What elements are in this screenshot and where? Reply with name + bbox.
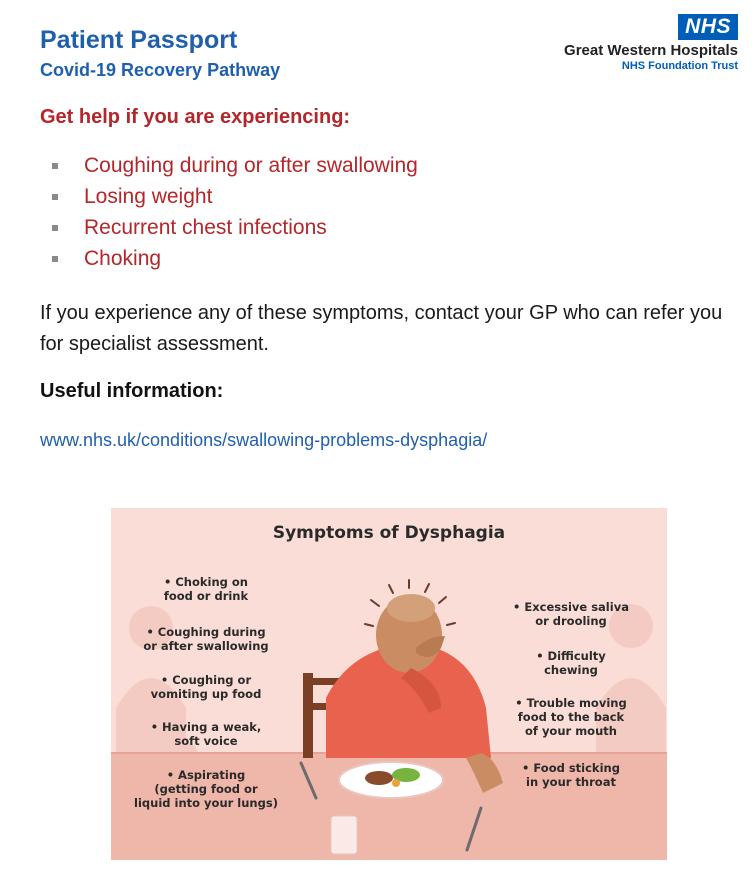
right-label: • Trouble moving food to the back of your mouth xyxy=(515,696,627,738)
dysphagia-infographic xyxy=(111,508,667,860)
right-label: • Food sticking in your throat xyxy=(522,761,620,789)
page-subtitle: Covid-19 Recovery Pathway xyxy=(40,60,281,80)
symptom-text: Choking xyxy=(84,246,162,270)
left-label: • Coughing or vomiting up food xyxy=(150,673,262,701)
page-title: Patient Passport xyxy=(40,26,238,54)
help-heading: Get help if you are experiencing: xyxy=(40,106,351,128)
left-label: • Coughing during or after swallowing xyxy=(143,625,269,653)
bullet-icon xyxy=(52,163,58,169)
bullet-icon xyxy=(52,194,58,200)
foundation-name: NHS Foundation Trust xyxy=(621,60,738,72)
bullet-icon xyxy=(52,256,58,262)
bullet-icon xyxy=(52,225,58,231)
right-label: • Difficulty chewing xyxy=(536,649,606,677)
list-item xyxy=(40,243,418,274)
infographic-title: Symptoms of Dysphagia xyxy=(272,523,506,543)
list-item xyxy=(40,181,418,212)
nhs-logo-mark: NHS xyxy=(678,14,738,40)
list-item xyxy=(40,212,418,243)
symptom-text: Coughing during or after swallowing xyxy=(84,153,418,177)
list-item xyxy=(40,150,418,181)
symptom-list xyxy=(40,150,418,274)
symptom-text: Losing weight xyxy=(84,184,213,208)
left-label: • Choking on food or drink xyxy=(163,575,249,603)
right-label: • Excessive saliva or drooling xyxy=(513,600,629,628)
left-label: • Having a weak, soft voice xyxy=(150,720,262,748)
symptom-text: Recurrent chest infections xyxy=(84,215,327,239)
gp-advice-paragraph: If you experience any of these symptoms, contact your GP who can refer you for specialist assessment. xyxy=(40,302,723,355)
infographic-svg xyxy=(111,508,667,860)
left-label: • Aspirating (getting food or liquid into your lungs) xyxy=(134,768,278,810)
trust-name: Great Western Hospitals xyxy=(564,42,738,59)
useful-info-heading: Useful information: xyxy=(40,380,224,402)
nhs-logo xyxy=(564,14,738,72)
nhs-dysphagia-link[interactable]: www.nhs.uk/conditions/swallowing-problems-dysphagia/ xyxy=(40,430,488,450)
glass-illustration xyxy=(331,816,357,854)
